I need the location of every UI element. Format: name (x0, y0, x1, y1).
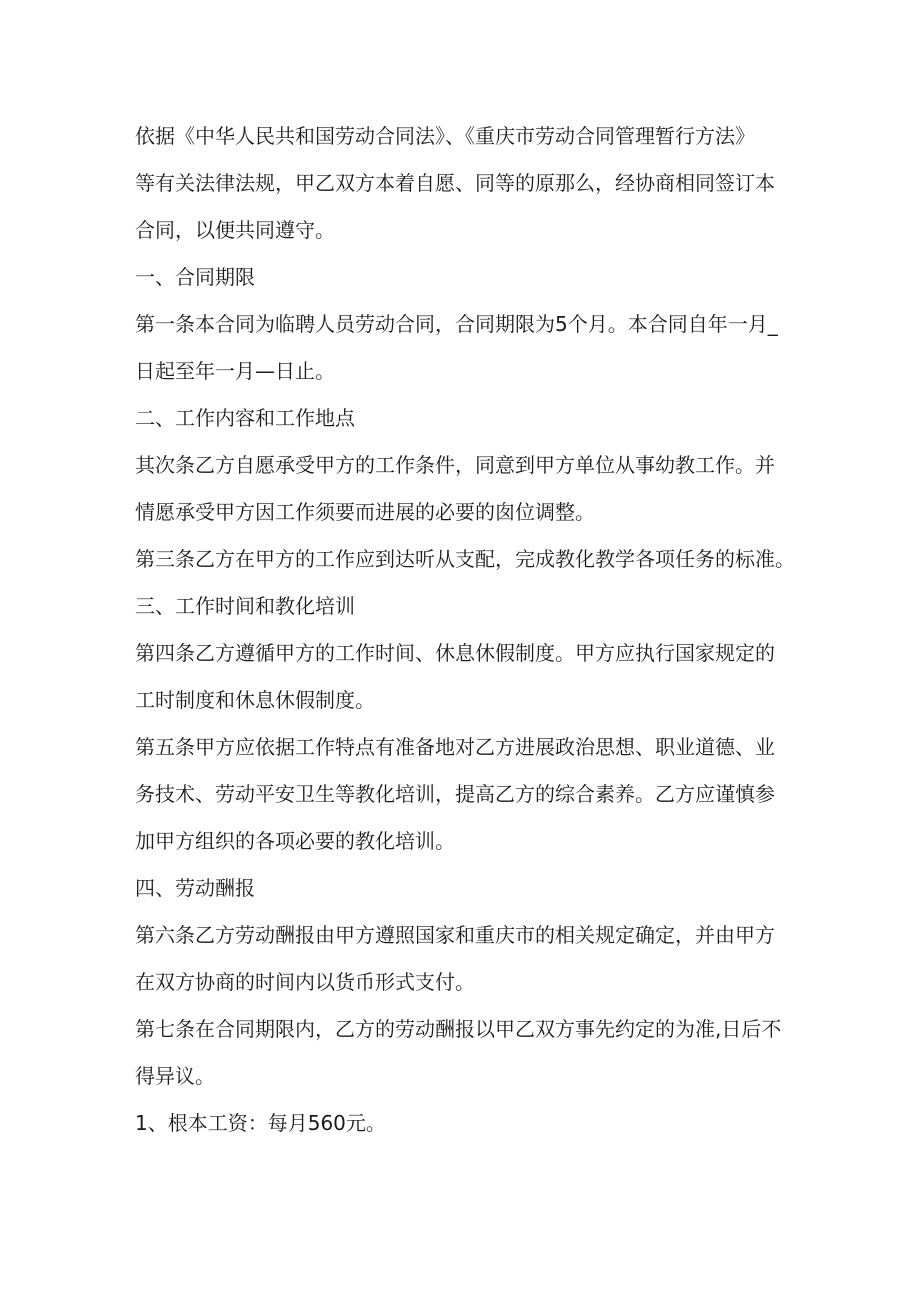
text-line: 情愿承受甲方因工作须要而进展的必要的囱位调整。 (135, 500, 595, 524)
text-line: 加甲方组织的各项必要的教化培训。 (135, 829, 455, 853)
text-line: 第一条本合同为临聘人员劳动合同，合同期限为5个月。本合同自年一月_ (135, 312, 778, 336)
text-line: 得异议。 (135, 1064, 215, 1088)
text-line: 其次条乙方自愿承受甲方的工作条件，同意到甲方单位从事幼教工作。并 (135, 453, 775, 477)
text-line: 第三条乙方在甲方的工作应到达听从支配，完成教化教学各项任务的标准。 (135, 547, 795, 571)
paragraph-preamble (135, 113, 785, 254)
article-4 (135, 630, 785, 724)
text-line: 第四条乙方遵循甲方的工作时间、休息休假制度。甲方应执行国家规定的 (135, 641, 775, 665)
text-line: 日起至年一月—日止。 (135, 359, 335, 383)
section-heading-work-content (135, 395, 785, 442)
article-1 (135, 301, 785, 395)
section-heading-contract-term (135, 254, 785, 301)
section-heading-work-time (135, 583, 785, 630)
text-line: 1、根本工资：每月560元。 (135, 1111, 386, 1135)
section-heading-remuneration (135, 865, 785, 912)
article-5 (135, 724, 785, 865)
document-body (135, 113, 795, 1147)
text-line: 依据《中华人民共和国劳动合同法》、《重庆市劳动合同管理暂行方法》 (135, 124, 755, 148)
heading-text: 一、合同期限 (135, 265, 255, 289)
text-line: 务技术、劳动平安卫生等教化培训，提高乙方的综合素养。乙方应谨慎参 (135, 782, 775, 806)
article-6 (135, 912, 785, 1006)
text-line: 第五条甲方应依据工作特点有准备地对乙方进展政治思想、职业道德、业 (135, 735, 775, 759)
text-line: 合同，以便共同遵守。 (135, 218, 335, 242)
heading-text: 三、工作时间和教化培训 (135, 594, 355, 618)
text-line: 等有关法律法规，甲乙双方本着自愿、同等的原那么，经协商相同签订本 (135, 171, 775, 195)
heading-text: 四、劳动酬报 (135, 876, 255, 900)
text-line: 第七条在合同期限内，乙方的劳动酬报以甲乙双方事先约定的为准,日后不 (135, 1017, 782, 1041)
heading-text: 二、工作内容和工作地点 (135, 406, 355, 430)
item-base-salary (135, 1100, 785, 1147)
article-2 (135, 442, 785, 536)
article-3 (135, 536, 795, 583)
text-line: 工时制度和休息休假制度。 (135, 688, 375, 712)
text-line: 第六条乙方劳动酬报由甲方遵照国家和重庆市的相关规定确定，并由甲方 (135, 923, 775, 947)
text-line: 在双方协商的时间内以货币形式支付。 (135, 970, 475, 994)
article-7 (135, 1006, 785, 1100)
